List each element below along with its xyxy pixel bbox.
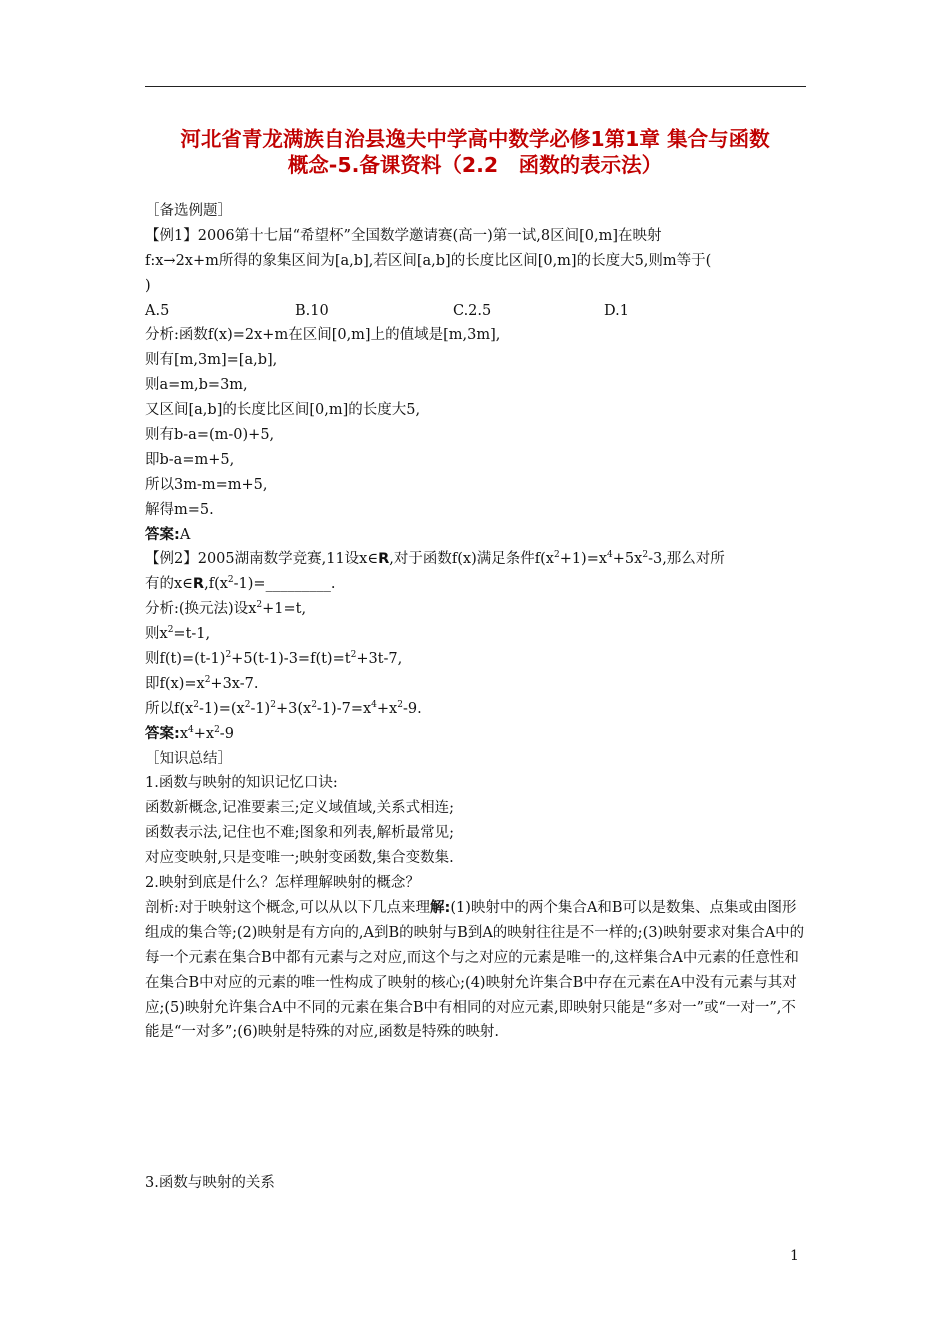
answer-label: 答案: bbox=[145, 725, 180, 742]
summary-item1-line: 函数新概念,记准要素三;定义域值域,关系式相连; bbox=[145, 800, 454, 817]
example2-analysis-line bbox=[145, 597, 807, 622]
example1-answer bbox=[145, 523, 807, 548]
text: ,f(x bbox=[204, 576, 228, 593]
text: -1)=_________. bbox=[233, 576, 336, 593]
text: 即f(x)=x bbox=[145, 675, 205, 692]
exponent: 2 bbox=[642, 550, 649, 561]
summary-item1-line: 对应变映射,只是变唯一;映射变函数,集合变数集. bbox=[145, 850, 454, 867]
exponent: 2 bbox=[214, 724, 220, 735]
text: -1)-7=x bbox=[316, 700, 372, 717]
summary-item3-title: 3.函数与映射的关系 bbox=[145, 1175, 275, 1192]
exponent: 4 bbox=[371, 699, 377, 710]
example2-stem-line1 bbox=[145, 547, 807, 572]
answer-value: A bbox=[179, 526, 191, 543]
text: 所以f(x bbox=[145, 700, 194, 717]
exponent: 2 bbox=[227, 575, 234, 586]
exponent: 2 bbox=[397, 699, 403, 710]
option-d: D.1 bbox=[604, 302, 629, 319]
exponent: 2 bbox=[553, 550, 560, 561]
example2-analysis-line bbox=[145, 647, 807, 672]
exponent: 2 bbox=[167, 625, 174, 636]
example2-analysis-line bbox=[145, 672, 807, 697]
text: (1)映射中的两个集合A和B可以是数集、点集或由图形组成的集合等;(2)映射是有方向的,A到B的映射与B到A的映射往往是不一样的;(3)映射要求对集合A中的每一个元素在集合B中都有元素与之对应,而这个与之对应的元素是唯一的,这样集合A中元素的任意性和在集合B中对应的元素的唯一性构成了映射的核心;(4)映射允许集合B中存在元素在A中没有元素与其对应;(5)映射允许集合A中不同的元素在集合B中有相同的对应元素,即映射只能是“多对一”或“一对一”,不能是“一对多”;(6)映射是特殊的对应,函数是特殊的映射. bbox=[145, 899, 805, 1041]
text: 则f(t)=(t-1) bbox=[145, 651, 226, 668]
section-heading-examples: ［备选例题］ bbox=[145, 203, 232, 219]
example2-stem-line2 bbox=[145, 572, 807, 597]
example1-stem-line2: f:x→2x+m所得的象集区间为[a,b],若区间[a,b]的长度比区间[0,m]的长度大5,则m等于( bbox=[145, 252, 712, 269]
text: +3(x bbox=[275, 700, 312, 717]
text: 则x bbox=[145, 626, 168, 643]
text: -1)=(x bbox=[198, 700, 245, 717]
text: =t-1, bbox=[173, 626, 211, 643]
exponent: 2 bbox=[256, 600, 263, 611]
exponent: 2 bbox=[311, 699, 317, 710]
bold-text: 解: bbox=[430, 899, 451, 916]
text: +x bbox=[193, 725, 215, 742]
example1-analysis-line: 则有b-a=(m-0)+5, bbox=[145, 427, 275, 444]
doc-title-line2: 概念-5.备课资料（2.2 函数的表示法） bbox=[287, 153, 663, 177]
text: 分析:(换元法)设x bbox=[145, 601, 257, 618]
text: +1)=x bbox=[559, 551, 608, 568]
text: 剖析:对于映射这个概念,可以从以下几点来理 bbox=[145, 899, 430, 916]
text: +5(t-1)-3=f(t)=t bbox=[231, 651, 351, 668]
text: x bbox=[179, 725, 188, 742]
option-c: C.2.5 bbox=[453, 302, 492, 319]
example1-analysis-line: 则有[m,3m]=[a,b], bbox=[145, 352, 278, 369]
example2-answer bbox=[145, 722, 807, 747]
exponent: 4 bbox=[607, 550, 613, 561]
text: -9. bbox=[402, 700, 422, 717]
real-set-symbol: R bbox=[378, 551, 390, 568]
text: +3t-7, bbox=[356, 651, 403, 668]
example1-analysis-line: 分析:函数f(x)=2x+m在区间[0,m]上的值域是[m,3m], bbox=[145, 327, 501, 344]
option-b: B.10 bbox=[295, 302, 329, 319]
option-a: A.5 bbox=[145, 302, 170, 319]
text: -9 bbox=[219, 725, 234, 742]
exponent: 2 bbox=[270, 699, 276, 710]
example1-stem-line3: ) bbox=[145, 277, 151, 294]
exponent: 2 bbox=[244, 699, 251, 710]
text: +5x bbox=[612, 551, 643, 568]
example1-options bbox=[145, 299, 807, 324]
doc-title-line1: 河北省青龙满族自治县逸夫中学高中数学必修1第1章 集合与函数 bbox=[180, 127, 770, 151]
document-body bbox=[145, 199, 807, 1196]
header-rule bbox=[145, 86, 806, 87]
blank-space bbox=[145, 1045, 807, 1171]
text: +1=t, bbox=[262, 601, 307, 618]
example2-analysis-line bbox=[145, 697, 807, 722]
text: 【例2】2005湖南数学竞赛,11设x∈ bbox=[145, 551, 379, 568]
text: +3x-7. bbox=[210, 675, 259, 692]
exponent: 4 bbox=[188, 724, 194, 735]
text: 有的x∈ bbox=[145, 576, 193, 593]
text: +x bbox=[376, 700, 398, 717]
example1-analysis-line: 即b-a=m+5, bbox=[145, 451, 235, 468]
example2-analysis-line bbox=[145, 622, 807, 647]
exponent: 2 bbox=[193, 699, 199, 710]
example1-stem-line1: 【例1】2006第十七届“希望杯”全国数学邀请赛(高一)第一试,8区间[0,m]在映射 bbox=[145, 227, 662, 244]
real-set-symbol: R bbox=[192, 576, 205, 593]
exponent: 2 bbox=[350, 650, 357, 661]
summary-item2-title: 2.映射到底是什么？怎样理解映射的概念？ bbox=[145, 875, 420, 892]
text: -1) bbox=[250, 700, 271, 717]
summary-item1-line: 函数表示法,记住也不难;图象和列表,解析最常见; bbox=[145, 825, 454, 842]
section-heading-summary: ［知识总结］ bbox=[145, 750, 232, 767]
exponent: 2 bbox=[225, 650, 232, 661]
exponent: 2 bbox=[204, 674, 211, 685]
summary-item2-paragraph bbox=[145, 896, 807, 1045]
summary-item1-title: 1.函数与映射的知识记忆口诀: bbox=[145, 775, 338, 792]
example1-analysis-line: 则a=m,b=3m, bbox=[145, 377, 248, 394]
text: ,对于函数f(x)满足条件f(x bbox=[389, 551, 554, 568]
text: -3,那么对所 bbox=[648, 551, 725, 568]
page-number: 1 bbox=[790, 1248, 799, 1264]
example1-analysis-line: 解得m=5. bbox=[145, 501, 214, 518]
answer-label: 答案: bbox=[145, 526, 180, 543]
example1-analysis-line: 又区间[a,b]的长度比区间[0,m]的长度大5, bbox=[145, 402, 421, 419]
example1-analysis-line: 所以3m-m=m+5, bbox=[145, 476, 268, 493]
